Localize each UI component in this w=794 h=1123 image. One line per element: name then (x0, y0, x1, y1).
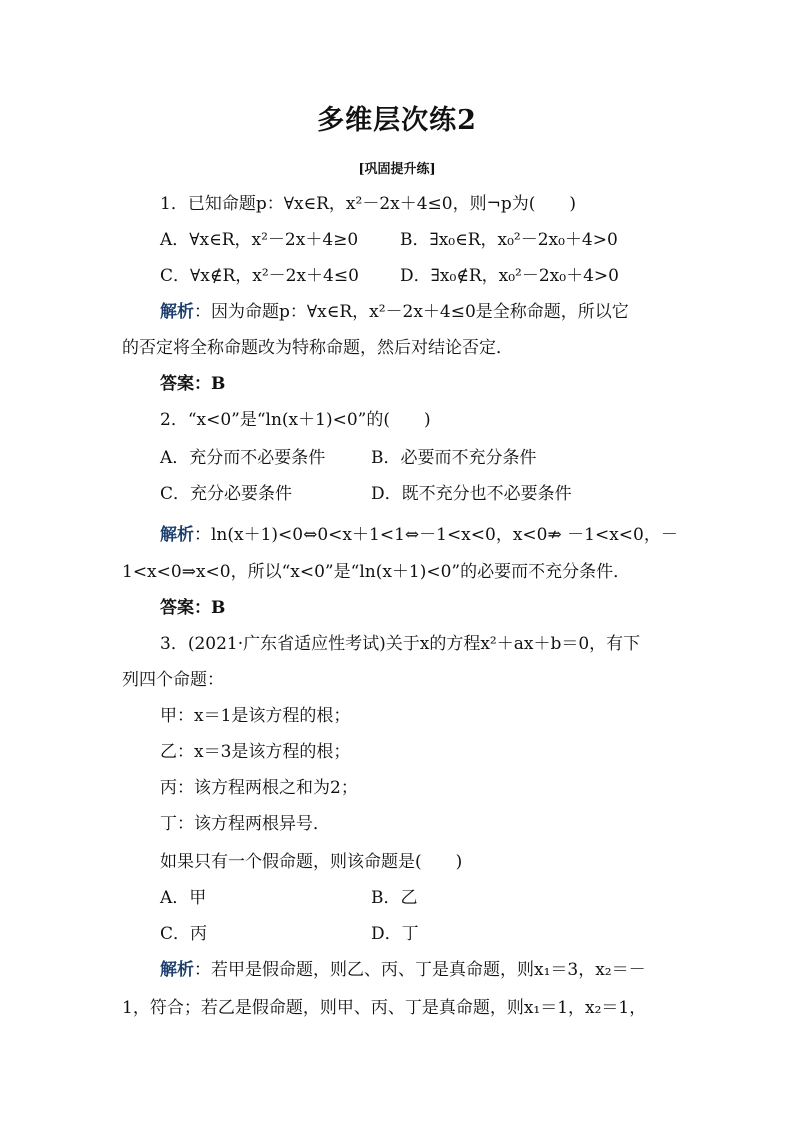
q2-stem: 2．“x<0”是“ln(x＋1)<0”的( ) (160, 410, 431, 430)
q1-explanation-line2: 的否定将全称命题改为特称命题，然后对结论否定． (122, 338, 513, 358)
q2-option-c: C．充分必要条件 (160, 484, 293, 504)
q3-explanation-line2: 1，符合；若乙是假命题，则甲、丙、丁是真命题，则x₁＝1，x₂＝1， (122, 998, 647, 1018)
q3-proposition-3: 丙：该方程两根之和为2； (160, 778, 358, 798)
q2-option-a: A．充分而不必要条件 (160, 448, 326, 468)
q2-explanation-label: 解析 (160, 525, 194, 545)
q3-option-d: D．丁 (371, 924, 419, 944)
q3-explanation-label: 解析 (160, 960, 194, 980)
q3-option-c: C．丙 (160, 924, 208, 944)
q3-stem-line1: 3．(2021·广东省适应性考试)关于x的方程x²＋ax＋b＝0，有下 (160, 634, 641, 654)
q1-option-c: C．∀x∉R，x²－2x＋4≤0 (160, 266, 359, 286)
q3-option-b: B．乙 (371, 888, 418, 908)
q3-option-a: A．甲 (160, 888, 207, 908)
q2-explanation-line2: 1<x<0⇒x<0，所以“x<0”是“ln(x＋1)<0”的必要而不充分条件． (122, 562, 631, 582)
q1-explanation-label: 解析 (160, 302, 194, 322)
q1-explanation-line1: 解析：因为命题p：∀x∈R，x²－2x＋4≤0是全称命题，所以它 (160, 302, 629, 322)
q3-proposition-2: 乙：x＝3是该方程的根； (160, 742, 351, 762)
q1-answer: 答案：B (160, 374, 226, 394)
q1-option-a: A．∀x∈R，x²－2x＋4≥0 (160, 230, 359, 250)
q1-option-d: D．∃x₀∉R，x₀²－2x₀＋4>0 (400, 266, 619, 286)
page-title: 多维层次练2 (317, 105, 477, 136)
q3-question: 如果只有一个假命题，则该命题是( ) (160, 852, 463, 872)
q2-option-d: D．既不充分也不必要条件 (371, 484, 572, 504)
q2-explanation-line1: 解析：ln(x＋1)<0⇔0<x＋1<1⇔－1<x<0，x<0⇏ －1<x<0，－ (160, 525, 678, 545)
q3-stem-line2: 列四个命题： (122, 670, 224, 690)
q1-option-b: B．∃x₀∈R，x₀²－2x₀＋4>0 (400, 230, 618, 250)
q3-proposition-1: 甲：x＝1是该方程的根； (160, 706, 351, 726)
q1-stem: 1．已知命题p：∀x∈R，x²－2x＋4≤0，则¬p为( ) (160, 194, 577, 214)
q3-explanation-line1: 解析：若甲是假命题，则乙、丙、丁是真命题，则x₁＝3，x₂＝－ (160, 960, 646, 980)
q2-answer: 答案：B (160, 598, 226, 618)
section-subtitle: [巩固提升练] (358, 162, 436, 177)
q3-proposition-4: 丁：该方程两根异号． (160, 814, 330, 834)
q2-option-b: B．必要而不充分条件 (371, 448, 537, 468)
